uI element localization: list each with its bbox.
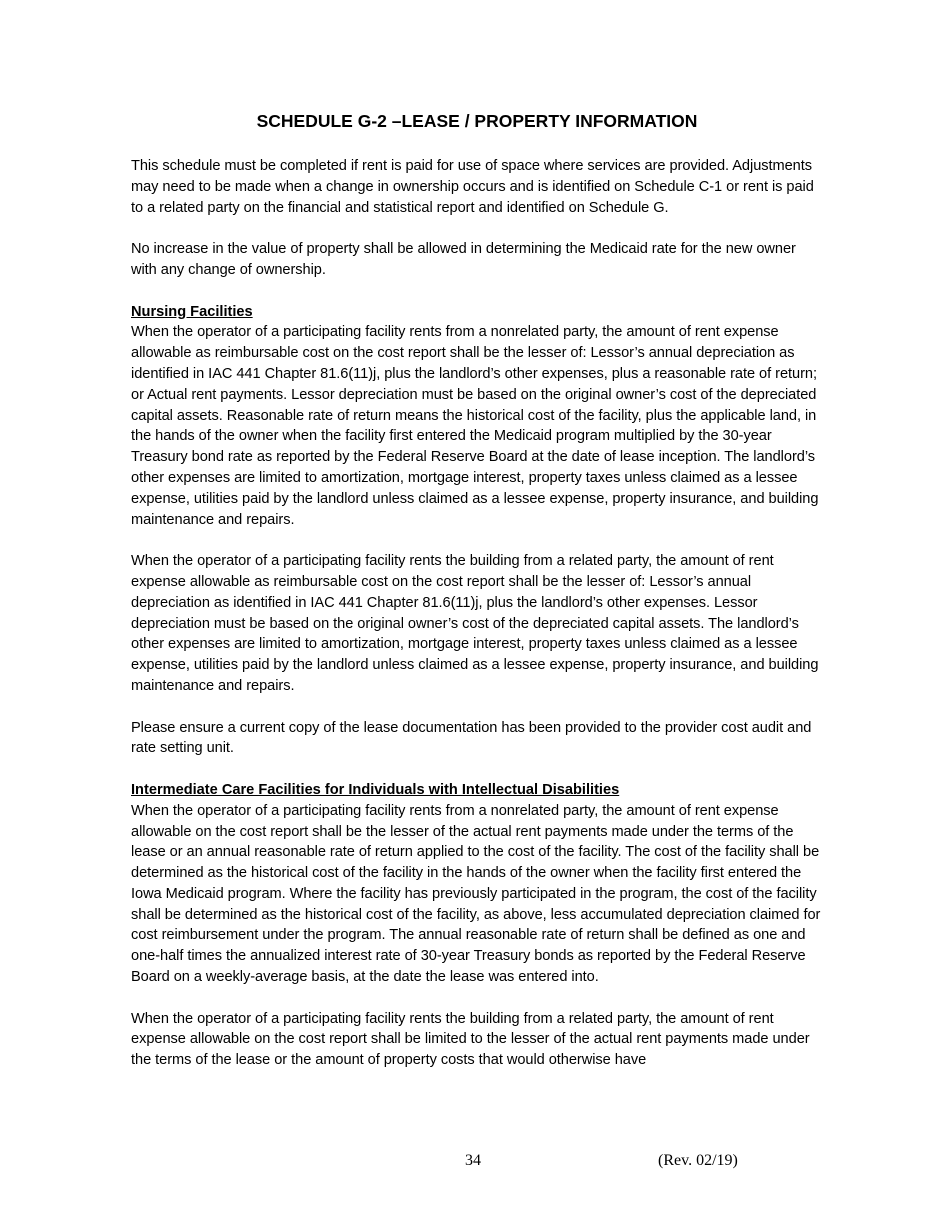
icf-paragraph-1: When the operator of a participating facility rents from a nonrelated party, the amount of rent expense allowable on the cost report shall be the lesser of the actual rent payments made under the terms of the lease or an annual reasonable rate of return applied to the cost of the facility. The cost of the facility shall be determined as the historical cost of the facility in the hands of the owner when the facility first entered the Iowa Medicaid program. Where the facility has previously participated in the program, the cost of the facility shall be determined as the historical cost of the facility, as above, less accumulated depreciation claimed for cost reimbursement under the program. The annual reasonable rate of return shall be defined as one and one-half times the annualized interest rate of 30-year Treasury bonds as reported by the Federal Reserve Board on a weekly-average basis, at the date the lease was entered into. xyxy=(131,802,821,986)
page-title: SCHEDULE G-2 –LEASE / PROPERTY INFORMATION xyxy=(256,111,698,131)
icf-paragraph-2: When the operator of a participating facility rents the building from a related party, the amount of rent expense allowable on the cost report shall be limited to the lesser of the actual rent payments made under the terms of the lease or the amount of property costs that would otherwise have xyxy=(131,1010,810,1069)
nursing-paragraph-3: Please ensure a current copy of the lease documentation has been provided to the provider cost audit and rate setting unit. xyxy=(131,719,812,757)
revision-label: (Rev. 02/19) xyxy=(658,1152,738,1169)
icf-heading: Intermediate Care Facilities for Individuals with Intellectual Disabilities xyxy=(131,781,620,798)
document-page xyxy=(131,108,823,1071)
intro-paragraph-2: No increase in the value of property shall be allowed in determining the Medicaid rate for the new owner with any change of ownership. xyxy=(131,241,796,278)
nursing-paragraph-1: When the operator of a participating facility rents from a nonrelated party, the amount of rent expense allowable as reimbursable cost on the cost report shall be the lesser of: Lessor’s annual depreciation as identified in IAC 441 Chapter 81.6(11)j, plus the landlord’s other expenses, plus a reasonable rate of return; or Actual rent payments. Lessor depreciation must be based on the original owner’s cost of the depreciated capital assets. Reasonable rate of return means the historical cost of the facility, plus the applicable land, in the hands of the owner when the facility first entered the Medicaid program multiplied by the 30-year Treasury bond rate as reported by the Federal Reserve Board at the date of lease inception. The landlord’s other expenses are limited to amortization, mortgage interest, property taxes unless claimed as a lessee expense, utilities paid by the landlord unless claimed as a lessee expense, property insurance, and building maintenance and repairs. xyxy=(131,324,819,528)
nursing-paragraph-2: When the operator of a participating facility rents the building from a related party, the amount of rent expense allowable as reimbursable cost on the cost report shall be the lesser of: Lessor’s annual depreciation as identified in IAC 441 Chapter 81.6(11)j, plus the landlord’s other expenses. Lessor depreciation must be based on the original owner’s cost of the depreciated capital assets. The landlord’s other expenses are limited to amortization, mortgage interest, property taxes unless claimed as a lessee expense, utilities paid by the landlord unless claimed as a lessee expense, property insurance, and building maintenance and repairs. xyxy=(131,553,819,694)
intro-paragraph-1: This schedule must be completed if rent is paid for use of space where services are provided. Adjustments may need to be made when a change in ownership occurs and is identified on Schedule C-1 or rent is paid to a related party on the financial and statistical report and identified on Schedule G. xyxy=(131,158,814,216)
page-number: 34 xyxy=(465,1152,481,1169)
nursing-facilities-heading: Nursing Facilities xyxy=(131,303,253,320)
